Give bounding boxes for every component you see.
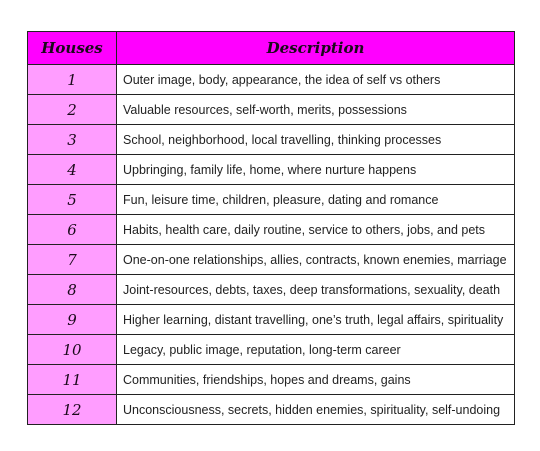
house-number: 10 [28,335,117,365]
house-description: Habits, health care, daily routine, service to others, jobs, and pets [117,215,515,245]
house-number: 7 [28,245,117,275]
table-row [28,275,515,305]
house-description: Valuable resources, self-worth, merits, possessions [117,95,515,125]
house-description: Communities, friendships, hopes and dreams, gains [117,365,515,395]
house-number: 8 [28,275,117,305]
house-number: 11 [28,365,117,395]
header-row [28,32,515,65]
house-description: Unconsciousness, secrets, hidden enemies, spirituality, self-undoing [117,395,515,425]
table-row [28,125,515,155]
table-row [28,95,515,125]
table-row [28,395,515,425]
table-row [28,185,515,215]
house-description: Joint-resources, debts, taxes, deep transformations, sexuality, death [117,275,515,305]
house-description: School, neighborhood, local travelling, thinking processes [117,125,515,155]
table-row [28,155,515,185]
houses-table-container [27,31,514,425]
house-number: 9 [28,305,117,335]
house-number: 5 [28,185,117,215]
house-number: 4 [28,155,117,185]
house-description: Legacy, public image, reputation, long-term career [117,335,515,365]
house-number: 12 [28,395,117,425]
table-row [28,215,515,245]
house-description: Outer image, body, appearance, the idea of self vs others [117,65,515,95]
house-description: Fun, leisure time, children, pleasure, dating and romance [117,185,515,215]
houses-table [27,31,515,425]
house-number: 1 [28,65,117,95]
table-row [28,335,515,365]
house-number: 2 [28,95,117,125]
table-row [28,305,515,335]
table-row [28,65,515,95]
house-description: Upbringing, family life, home, where nurture happens [117,155,515,185]
header-houses: Houses [28,32,117,65]
house-number: 3 [28,125,117,155]
house-number: 6 [28,215,117,245]
table-row [28,365,515,395]
house-description: Higher learning, distant travelling, one’s truth, legal affairs, spirituality [117,305,515,335]
table-row [28,245,515,275]
header-description: Description [117,32,515,65]
house-description: One-on-one relationships, allies, contracts, known enemies, marriage [117,245,515,275]
